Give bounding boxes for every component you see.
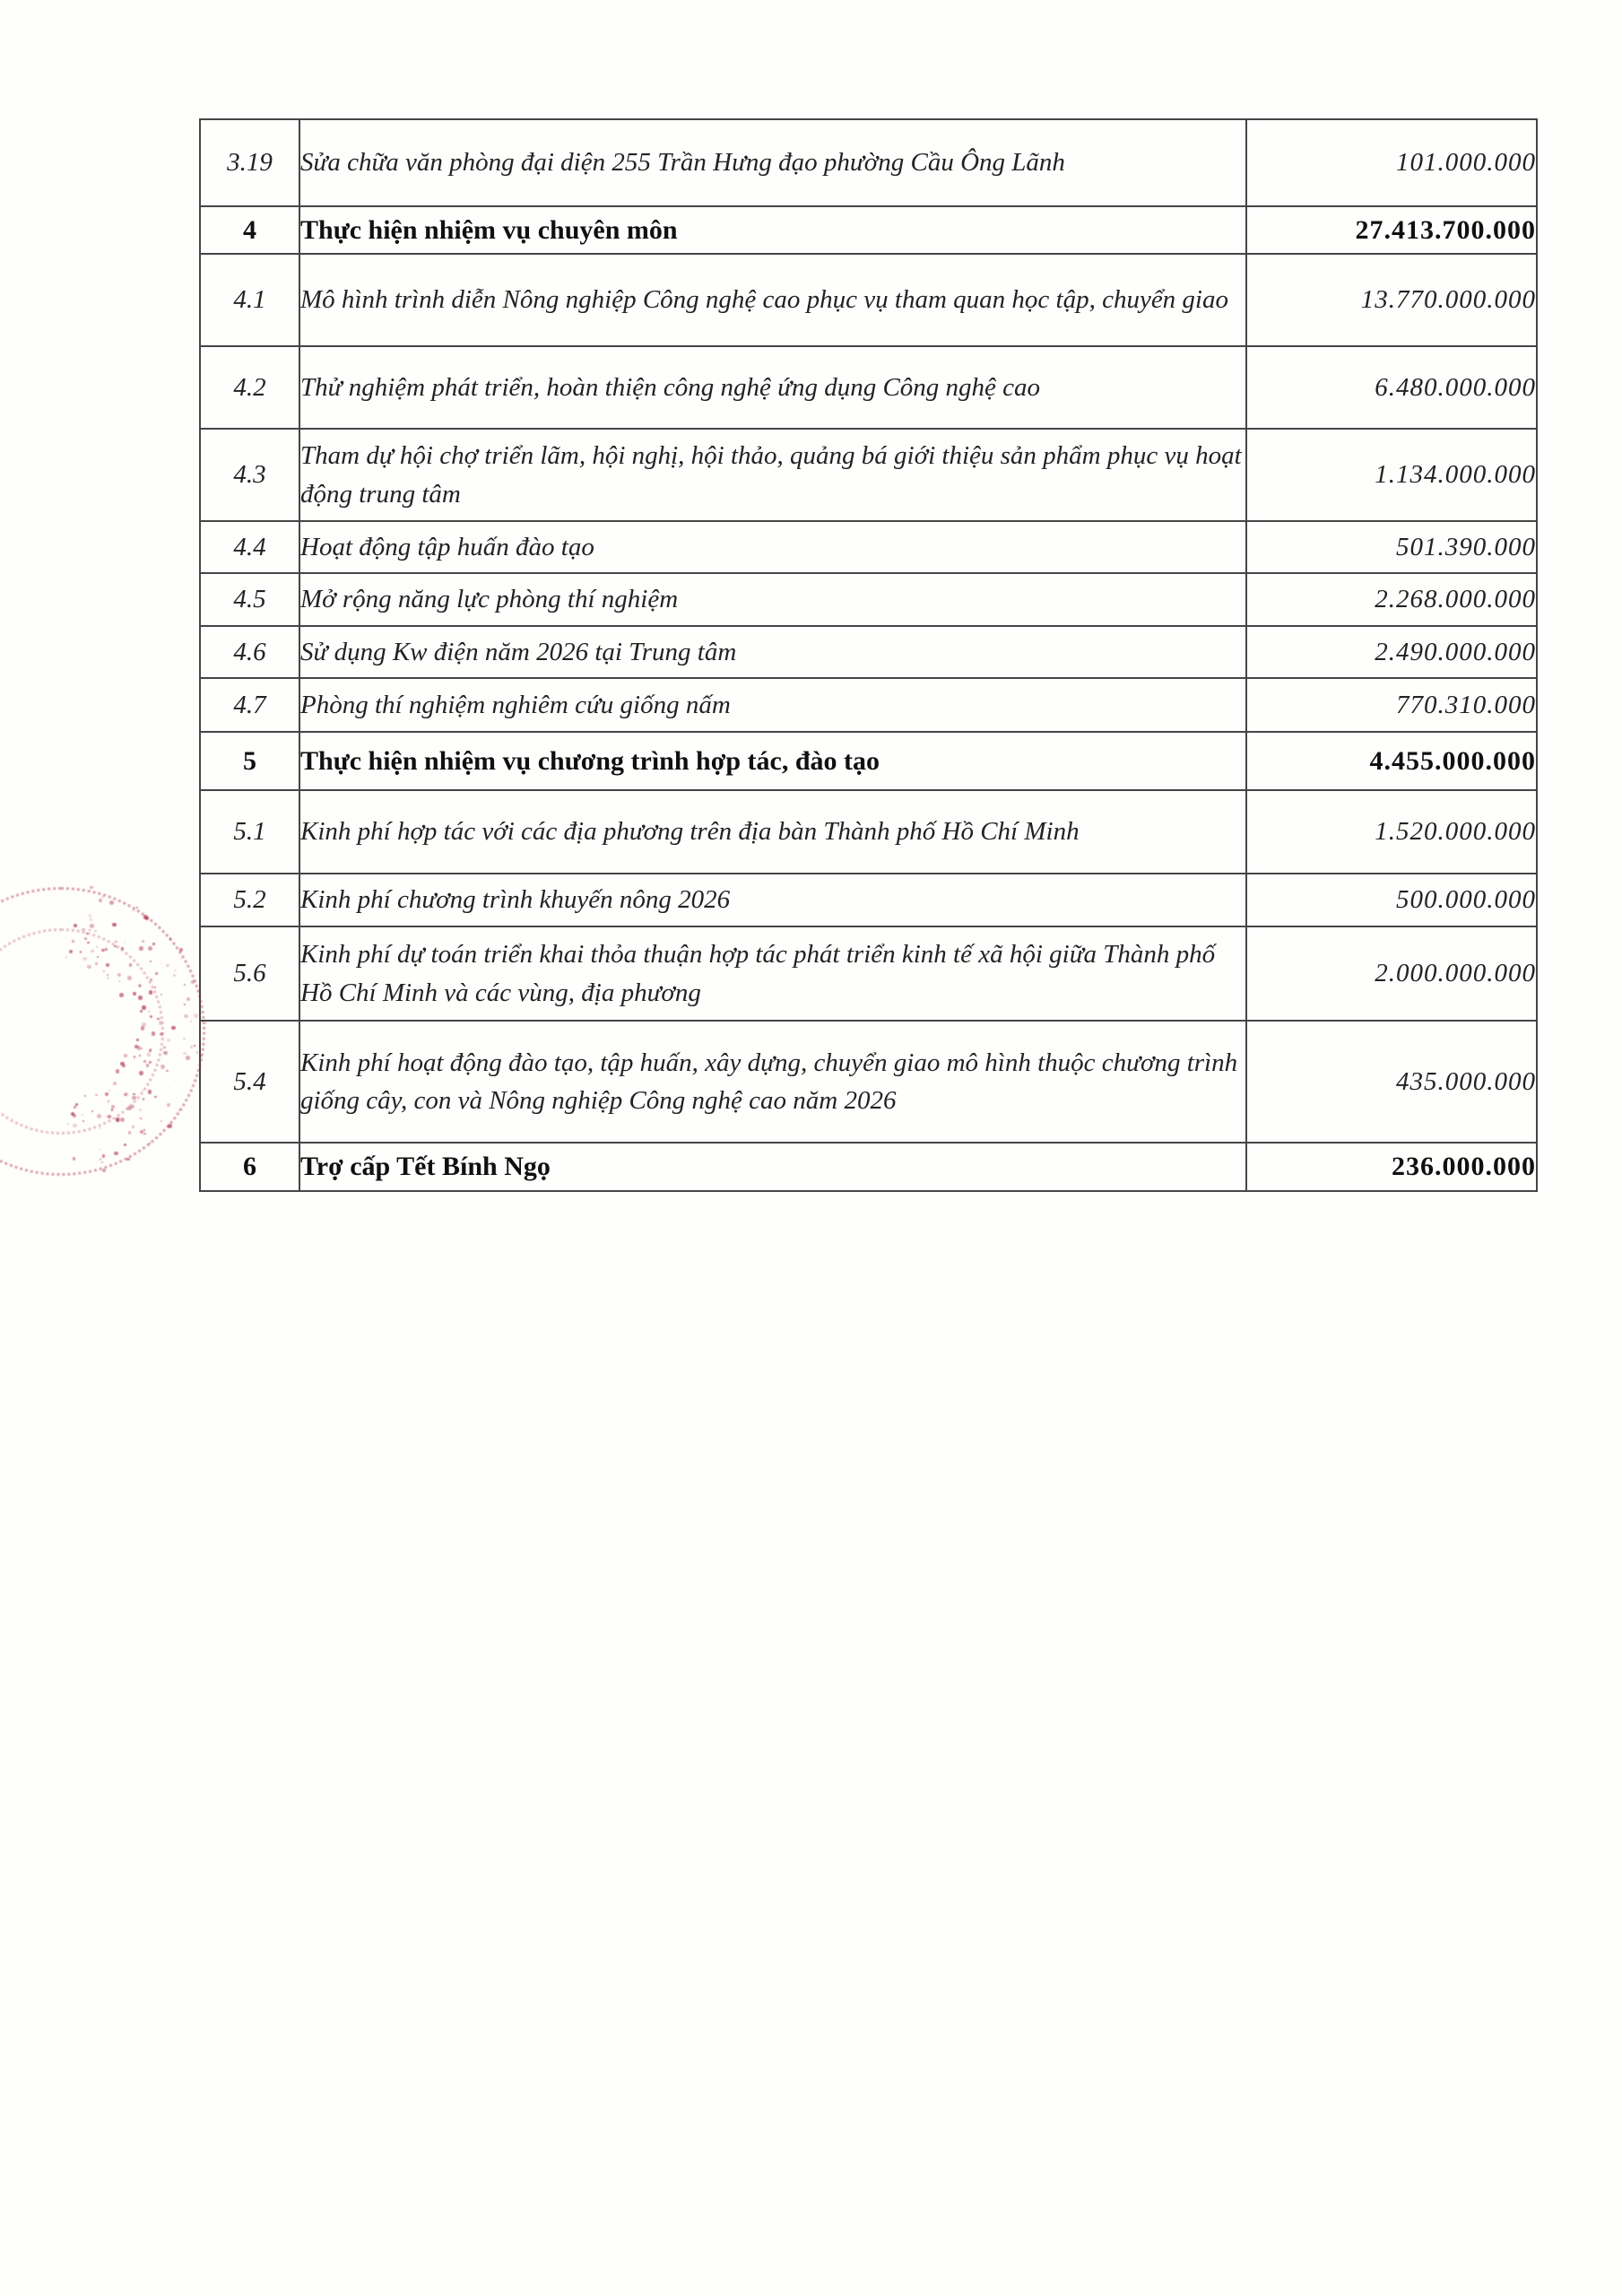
stamp-ink-speck xyxy=(87,965,91,969)
stamp-ink-speck xyxy=(108,1115,111,1118)
row-amount: 2.490.000.000 xyxy=(1246,626,1537,678)
stamp-ink-speck xyxy=(150,1048,152,1050)
stamp-ink-speck xyxy=(150,978,152,981)
stamp-ink-speck xyxy=(124,1144,126,1146)
stamp-ink-speck xyxy=(114,1152,118,1156)
stamp-ink-speck xyxy=(159,1021,163,1025)
stamp-ink-speck xyxy=(136,907,138,909)
stamp-ink-speck xyxy=(148,946,152,951)
stamp-ink-speck xyxy=(149,1061,151,1063)
stamp-ink-speck xyxy=(126,1158,129,1161)
stamp-ink-speck xyxy=(82,957,86,961)
stamp-ink-speck xyxy=(167,1103,170,1107)
stamp-ink-speck xyxy=(184,1014,187,1018)
row-item-number: 5.6 xyxy=(200,926,299,1021)
stamp-ink-speck xyxy=(149,1143,151,1144)
stamp-ink-speck xyxy=(90,918,92,921)
stamp-ink-speck xyxy=(84,1095,86,1097)
stamp-ink-speck xyxy=(141,1026,145,1031)
stamp-ink-speck xyxy=(139,946,143,951)
stamp-ink-speck xyxy=(175,1080,177,1082)
stamp-ink-speck xyxy=(86,933,88,935)
stamp-ink-speck xyxy=(100,1127,101,1129)
stamp-ink-speck xyxy=(137,1046,141,1049)
stamp-ink-speck xyxy=(95,1094,98,1097)
stamp-ink-speck xyxy=(154,987,156,988)
stamp-ink-speck xyxy=(108,1090,110,1091)
stamp-ink-speck xyxy=(100,1158,102,1161)
stamp-ink-speck xyxy=(89,914,91,917)
stamp-ink-speck xyxy=(75,1103,78,1106)
stamp-ink-speck xyxy=(160,962,162,964)
stamp-ink-speck xyxy=(148,1011,150,1013)
stamp-ink-speck xyxy=(143,1060,146,1063)
row-description: Thực hiện nhiệm vụ chương trình hợp tác, đào tạo xyxy=(299,732,1246,790)
stamp-ink-speck xyxy=(91,950,93,952)
stamp-ring xyxy=(0,928,164,1135)
stamp-ink-speck xyxy=(196,1051,198,1053)
row-amount: 27.413.700.000 xyxy=(1246,206,1537,254)
budget-table xyxy=(199,118,1538,1192)
row-amount: 501.390.000 xyxy=(1246,521,1537,573)
row-description: Kinh phí hoạt động đào tạo, tập huấn, xây dựng, chuyển giao mô hình thuộc chương trình giống cây, con và Nông nghiệp Công nghệ cao năm 2026 xyxy=(299,1021,1246,1143)
stamp-ink-speck xyxy=(121,947,123,949)
stamp-ink-speck xyxy=(101,896,103,898)
stamp-ink-speck xyxy=(163,1047,165,1048)
stamp-ink-speck xyxy=(125,1092,128,1096)
stamp-ink-speck xyxy=(140,1010,143,1013)
stamp-ink-speck xyxy=(105,948,108,951)
stamp-ink-speck xyxy=(160,1032,163,1036)
stamp-ink-speck xyxy=(94,930,96,932)
stamp-ink-speck xyxy=(129,963,132,966)
row-item-number: 4 xyxy=(200,206,299,254)
stamp-ink-speck xyxy=(133,909,134,911)
stamp-ink-speck xyxy=(139,1055,141,1057)
stamp-ink-speck xyxy=(184,1004,186,1005)
row-item-number: 4.7 xyxy=(200,678,299,732)
row-description: Kinh phí hợp tác với các địa phương trên địa bàn Thành phố Hồ Chí Minh xyxy=(299,790,1246,874)
stamp-ink-speck xyxy=(80,951,82,952)
row-item-number: 5 xyxy=(200,732,299,790)
stamp-ink-speck xyxy=(179,948,183,952)
stamp-ink-speck xyxy=(65,956,68,959)
row-item-number: 4.2 xyxy=(200,346,299,429)
row-description: Thử nghiệm phát triển, hoàn thiện công nghệ ứng dụng Công nghệ cao xyxy=(299,346,1246,429)
stamp-ink-speck xyxy=(138,984,142,987)
row-amount: 101.000.000 xyxy=(1246,119,1537,206)
row-description: Kinh phí dự toán triển khai thỏa thuận hợp tác phát triển kinh tế xã hội giữa Thành phố Hồ Chí Minh và các vùng, địa phương xyxy=(299,926,1246,1021)
stamp-ink-speck xyxy=(90,924,94,928)
stamp-ink-speck xyxy=(150,1015,152,1018)
stamp-ink-speck xyxy=(143,915,148,919)
stamp-ink-speck xyxy=(112,923,117,927)
stamp-ink-speck xyxy=(107,977,109,979)
stamp-ink-speck xyxy=(143,941,145,943)
stamp-ink-speck xyxy=(139,1109,142,1111)
stamp-ink-speck xyxy=(82,1120,84,1122)
stamp-ink-speck xyxy=(115,941,117,944)
stamp-ink-speck xyxy=(124,1054,127,1057)
stamp-ink-speck xyxy=(117,973,121,977)
stamp-ink-speck xyxy=(67,1123,69,1125)
stamp-ink-speck xyxy=(166,964,169,968)
table-row xyxy=(200,790,1537,874)
row-item-number: 4.5 xyxy=(200,573,299,626)
stamp-ink-speck xyxy=(134,1045,138,1048)
stamp-ink-speck xyxy=(84,937,87,940)
stamp-ink-speck xyxy=(119,993,124,997)
stamp-ink-speck xyxy=(143,1098,145,1100)
stamp-ink-speck xyxy=(106,1116,108,1118)
table-row xyxy=(200,1021,1537,1143)
row-description: Mở rộng năng lực phòng thí nghiệm xyxy=(299,573,1246,626)
table-row xyxy=(200,874,1537,926)
stamp-ink-speck xyxy=(102,1169,106,1172)
budget-table-body xyxy=(200,119,1537,1191)
stamp-ink-speck xyxy=(183,1052,186,1056)
stamp-ink-speck xyxy=(160,1065,165,1069)
row-amount: 13.770.000.000 xyxy=(1246,254,1537,346)
row-description: Hoạt động tập huấn đào tạo xyxy=(299,521,1246,573)
row-amount: 435.000.000 xyxy=(1246,1021,1537,1143)
row-amount: 500.000.000 xyxy=(1246,874,1537,926)
stamp-ink-speck xyxy=(113,1082,117,1085)
stamp-ink-speck xyxy=(155,972,158,975)
stamp-ink-speck xyxy=(132,1096,135,1100)
stamp-ink-speck xyxy=(90,886,92,889)
stamp-ink-speck xyxy=(160,994,162,996)
stamp-ink-speck xyxy=(142,1022,146,1027)
row-item-number: 3.19 xyxy=(200,119,299,206)
stamp-ink-speck xyxy=(178,1109,181,1112)
stamp-ink-speck xyxy=(163,1051,167,1055)
stamp-ink-speck xyxy=(152,1031,155,1035)
stamp-ink-speck xyxy=(149,990,152,994)
row-description: Sửa chữa văn phòng đại diện 255 Trần Hưng đạo phường Cầu Ông Lãnh xyxy=(299,119,1246,206)
stamp-ink-speck xyxy=(140,1130,143,1134)
table-row xyxy=(200,521,1537,573)
stamp-ink-speck xyxy=(160,1120,162,1122)
row-item-number: 4.3 xyxy=(200,429,299,521)
table-row xyxy=(200,678,1537,732)
row-amount: 770.310.000 xyxy=(1246,678,1537,732)
row-description: Trợ cấp Tết Bính Ngọ xyxy=(299,1143,1246,1191)
stamp-ink-speck xyxy=(131,1105,134,1109)
stamp-ink-speck xyxy=(173,974,176,977)
stamp-ink-speck xyxy=(134,1056,136,1058)
stamp-ink-speck xyxy=(120,1062,125,1066)
stamp-ink-speck xyxy=(154,1096,156,1098)
stamp-ink-speck xyxy=(91,1110,93,1112)
stamp-ink-speck xyxy=(97,956,99,958)
stamp-ink-speck xyxy=(108,1100,109,1102)
stamp-ink-speck xyxy=(116,1069,119,1073)
row-item-number: 4.4 xyxy=(200,521,299,573)
table-row xyxy=(200,926,1537,1021)
stamp-ink-speck xyxy=(190,1021,192,1022)
stamp-ink-speck xyxy=(157,1018,159,1020)
stamp-ink-speck xyxy=(99,1149,100,1151)
stamp-ink-speck xyxy=(171,1026,175,1030)
row-item-number: 4.1 xyxy=(200,254,299,346)
table-row xyxy=(200,626,1537,678)
stamp-ink-speck xyxy=(74,1106,77,1109)
stamp-ink-speck xyxy=(142,1005,145,1009)
table-row xyxy=(200,429,1537,521)
stamp-ink-speck xyxy=(138,996,142,999)
stamp-ink-speck xyxy=(73,1124,77,1128)
row-item-number: 5.4 xyxy=(200,1021,299,1143)
stamp-ink-speck xyxy=(119,980,121,982)
stamp-ink-speck xyxy=(124,942,126,944)
stamp-ink-speck xyxy=(111,1105,115,1109)
stamp-ink-speck xyxy=(103,970,105,972)
stamp-ink-speck xyxy=(147,1053,151,1057)
stamp-ink-speck xyxy=(109,900,114,905)
row-description: Phòng thí nghiệm nghiêm cứu giống nấm xyxy=(299,678,1246,732)
stamp-ink-speck xyxy=(168,1124,172,1128)
table-row xyxy=(200,206,1537,254)
stamp-ink-speck xyxy=(180,958,182,960)
stamp-ink-speck xyxy=(99,899,102,902)
table-row xyxy=(200,573,1537,626)
stamp-ink-speck xyxy=(74,924,77,927)
row-description: Tham dự hội chợ triển lãm, hội nghị, hội thảo, quảng bá giới thiệu sản phẩm phục vụ hoạt động trung tâm xyxy=(299,429,1246,521)
stamp-ink-speck xyxy=(141,1048,143,1049)
stamp-ink-speck xyxy=(107,974,108,976)
stamp-ink-speck xyxy=(128,1131,132,1135)
stamp-ink-speck xyxy=(89,929,91,931)
stamp-ink-speck xyxy=(101,949,104,952)
row-amount: 2.268.000.000 xyxy=(1246,573,1537,626)
stamp-ink-speck xyxy=(174,970,176,971)
row-item-number: 6 xyxy=(200,1143,299,1191)
table-row xyxy=(200,732,1537,790)
stamp-ink-speck xyxy=(133,1093,134,1095)
table-row xyxy=(200,346,1537,429)
stamp-ink-speck xyxy=(184,984,186,986)
stamp-ink-speck xyxy=(150,961,152,962)
row-description: Mô hình trình diễn Nông nghiệp Công nghệ cao phục vụ tham quan học tập, chuyển giao xyxy=(299,254,1246,346)
row-amount: 1.134.000.000 xyxy=(1246,429,1537,521)
stamp-ink-speck xyxy=(143,1129,145,1131)
table-row xyxy=(200,119,1537,206)
stamp-ink-speck xyxy=(132,1126,134,1128)
stamp-ring xyxy=(0,887,205,1176)
stamp-ink-speck xyxy=(139,985,142,987)
stamp-ink-speck xyxy=(133,992,137,996)
stamp-ink-speck xyxy=(124,1093,126,1096)
stamp-ink-speck xyxy=(114,945,117,948)
stamp-ink-speck xyxy=(142,1090,143,1091)
stamp-ink-speck xyxy=(152,943,155,945)
table-row xyxy=(200,1143,1537,1191)
table-row xyxy=(200,254,1537,346)
row-description: Sử dụng Kw điện năm 2026 tại Trung tâm xyxy=(299,626,1246,678)
stamp-ink-speck xyxy=(127,976,132,980)
stamp-ink-speck xyxy=(190,1046,193,1048)
stamp-ink-speck xyxy=(97,1114,101,1118)
row-description: Thực hiện nhiệm vụ chuyên môn xyxy=(299,206,1246,254)
stamp-ink-speck xyxy=(136,1039,139,1041)
stamp-ink-speck xyxy=(143,1133,146,1135)
stamp-ink-speck xyxy=(101,1161,103,1163)
stamp-ink-speck xyxy=(186,1056,190,1060)
stamp-ink-speck xyxy=(71,1112,74,1116)
stamp-ink-speck xyxy=(82,928,84,931)
stamp-ink-speck xyxy=(166,1070,168,1072)
stamp-ink-speck xyxy=(186,997,191,1002)
stamp-ink-speck xyxy=(117,1118,121,1122)
stamp-ink-speck xyxy=(194,1013,198,1018)
row-item-number: 5.2 xyxy=(200,874,299,926)
stamp-ink-speck xyxy=(95,962,98,965)
row-amount: 6.480.000.000 xyxy=(1246,346,1537,429)
stamp-ink-speck xyxy=(120,1118,125,1122)
stamp-ink-speck xyxy=(73,1114,76,1118)
row-amount: 236.000.000 xyxy=(1246,1143,1537,1191)
row-amount: 2.000.000.000 xyxy=(1246,926,1537,1021)
stamp-ink-speck xyxy=(82,1114,83,1116)
stamp-ink-speck xyxy=(149,1049,152,1052)
stamp-ink-speck xyxy=(127,1106,132,1110)
row-amount: 4.455.000.000 xyxy=(1246,732,1537,790)
stamp-ink-speck xyxy=(169,937,172,940)
stamp-ink-speck xyxy=(72,940,74,943)
stamp-ink-speck xyxy=(102,1154,106,1158)
stamp-ink-speck xyxy=(106,963,109,967)
row-item-number: 4.6 xyxy=(200,626,299,678)
stamp-ink-speck xyxy=(122,1065,125,1067)
stamp-ink-speck xyxy=(116,1118,120,1122)
row-item-number: 5.1 xyxy=(200,790,299,874)
stamp-ink-speck xyxy=(167,1039,170,1042)
stamp-ink-speck xyxy=(87,942,90,944)
stamp-ink-speck xyxy=(111,1109,114,1111)
stamp-ink-speck xyxy=(145,917,149,920)
stamp-ink-speck xyxy=(142,940,145,944)
row-description: Kinh phí chương trình khuyến nông 2026 xyxy=(299,874,1246,926)
stamp-ink-speck xyxy=(148,1090,152,1093)
row-amount: 1.520.000.000 xyxy=(1246,790,1537,874)
stamp-ink-speck xyxy=(73,1157,75,1160)
stamp-ink-speck xyxy=(191,980,195,984)
stamp-ink-speck xyxy=(69,950,73,953)
stamp-ink-speck xyxy=(140,1118,142,1119)
stamp-ink-speck xyxy=(183,1038,185,1039)
stamp-ink-speck xyxy=(139,1071,143,1075)
stamp-ink-speck xyxy=(194,1045,195,1047)
stamp-ink-speck xyxy=(105,1092,108,1096)
stamp-ink-speck xyxy=(146,1064,150,1067)
stamp-ink-speck xyxy=(96,946,98,948)
